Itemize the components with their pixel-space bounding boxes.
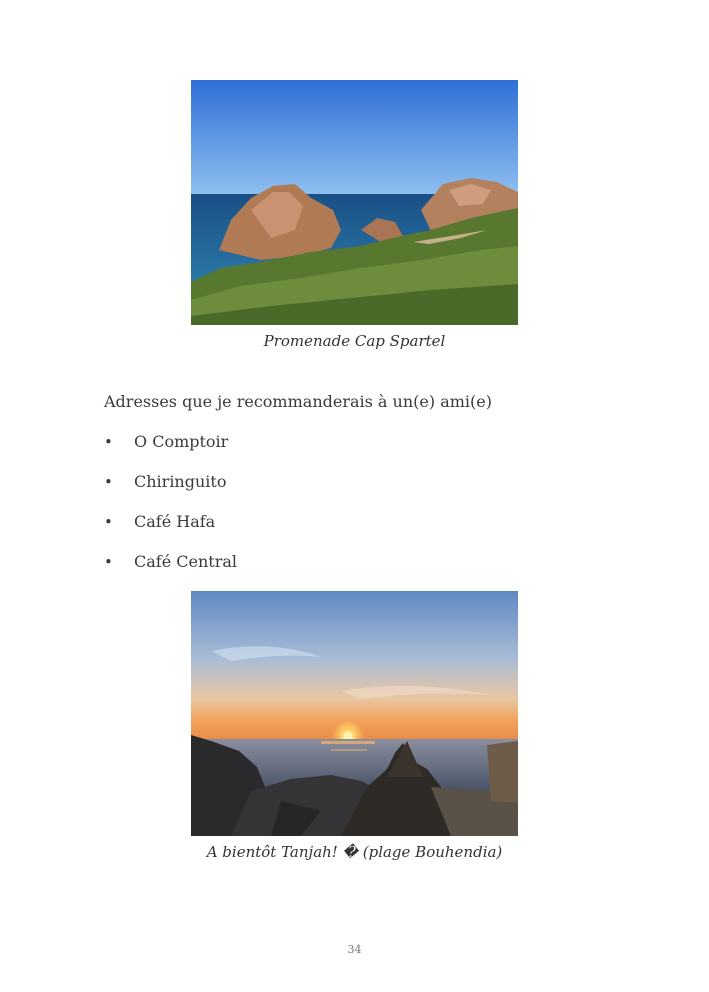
recommendations-heading: Adresses que je recommanderais à un(e) ami(e) [104, 392, 492, 411]
photo-caption-cap-spartel: Promenade Cap Spartel [263, 332, 446, 350]
photo-caption-bouhendia: A bientôt Tanjah! � (plage Bouhendia) [206, 843, 503, 861]
list-item-label: O Comptoir [134, 432, 229, 451]
bullet-icon: • [104, 553, 113, 571]
bullet-icon: • [104, 433, 113, 451]
list-item-label: Chiringuito [134, 472, 227, 491]
list-item-label: Café Central [134, 552, 238, 571]
bouhendia-sunset-photo [191, 591, 518, 836]
list-item-label: Café Hafa [134, 512, 216, 531]
cap-spartel-photo [191, 80, 518, 325]
page-number: 34 [347, 943, 362, 956]
bullet-icon: • [104, 473, 113, 491]
bullet-icon: • [104, 513, 113, 531]
